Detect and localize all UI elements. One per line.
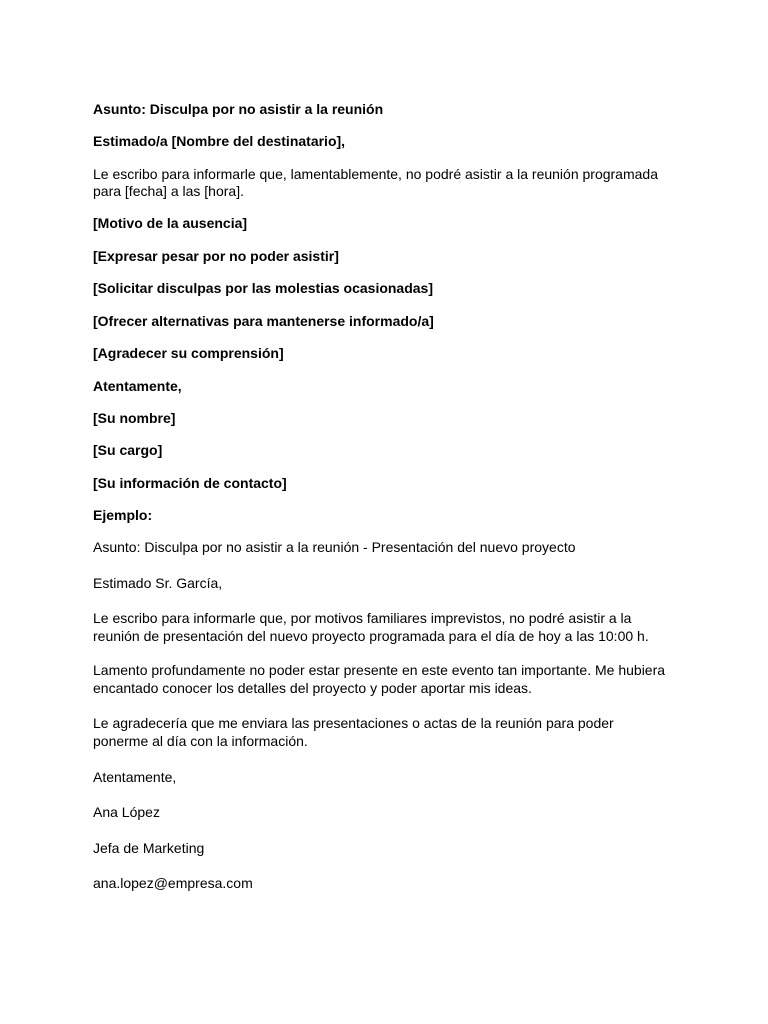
- example-para1-line-1: Le escribo para informarle que, por motivos familiares imprevistos, no podré asistir a la: [93, 610, 632, 626]
- example-name: Ana López: [93, 804, 160, 820]
- template-apology: [Solicitar disculpas por las molestias ocasionadas]: [93, 280, 434, 296]
- template-regret: [Expresar pesar por no poder asistir]: [93, 248, 339, 264]
- example-para2-line-2: encantado conocer los detalles del proyecto y poder aportar mis ideas.: [93, 680, 532, 696]
- example-para3-line-2: ponerme al día con la información.: [93, 733, 308, 749]
- template-alternatives: [Ofrecer alternativas para mantenerse informado/a]: [93, 313, 434, 329]
- example-position: Jefa de Marketing: [93, 840, 205, 856]
- example-subject: Asunto: Disculpa por no asistir a la reunión - Presentación del nuevo proyecto: [93, 539, 576, 555]
- example-email: ana.lopez@empresa.com: [93, 875, 253, 891]
- template-intro-line-1: Le escribo para informarle que, lamentablemente, no podré asistir a la reunión programada: [93, 166, 658, 182]
- template-greeting: Estimado/a [Nombre del destinatario],: [93, 133, 346, 149]
- template-closing: Atentamente,: [93, 378, 182, 394]
- template-subject: Asunto: Disculpa por no asistir a la reunión: [93, 101, 384, 117]
- example-para2-line-1: Lamento profundamente no poder estar presente en este evento tan importante. Me hubiera: [93, 662, 666, 678]
- template-position: [Su cargo]: [93, 442, 163, 458]
- example-heading: Ejemplo:: [93, 507, 153, 523]
- example-para1-line-2: reunión de presentación del nuevo proyecto programada para el día de hoy a las 10:00 h.: [93, 628, 649, 644]
- template-contact: [Su información de contacto]: [93, 475, 287, 491]
- template-name: [Su nombre]: [93, 410, 176, 426]
- template-thanks: [Agradecer su comprensión]: [93, 345, 284, 361]
- example-greeting: Estimado Sr. García,: [93, 575, 223, 591]
- example-closing: Atentamente,: [93, 769, 177, 785]
- template-reason: [Motivo de la ausencia]: [93, 215, 248, 231]
- template-intro-line-2: para [fecha] a las [hora].: [93, 183, 244, 199]
- example-para3-line-1: Le agradecería que me enviara las presentaciones o actas de la reunión para poder: [93, 715, 614, 731]
